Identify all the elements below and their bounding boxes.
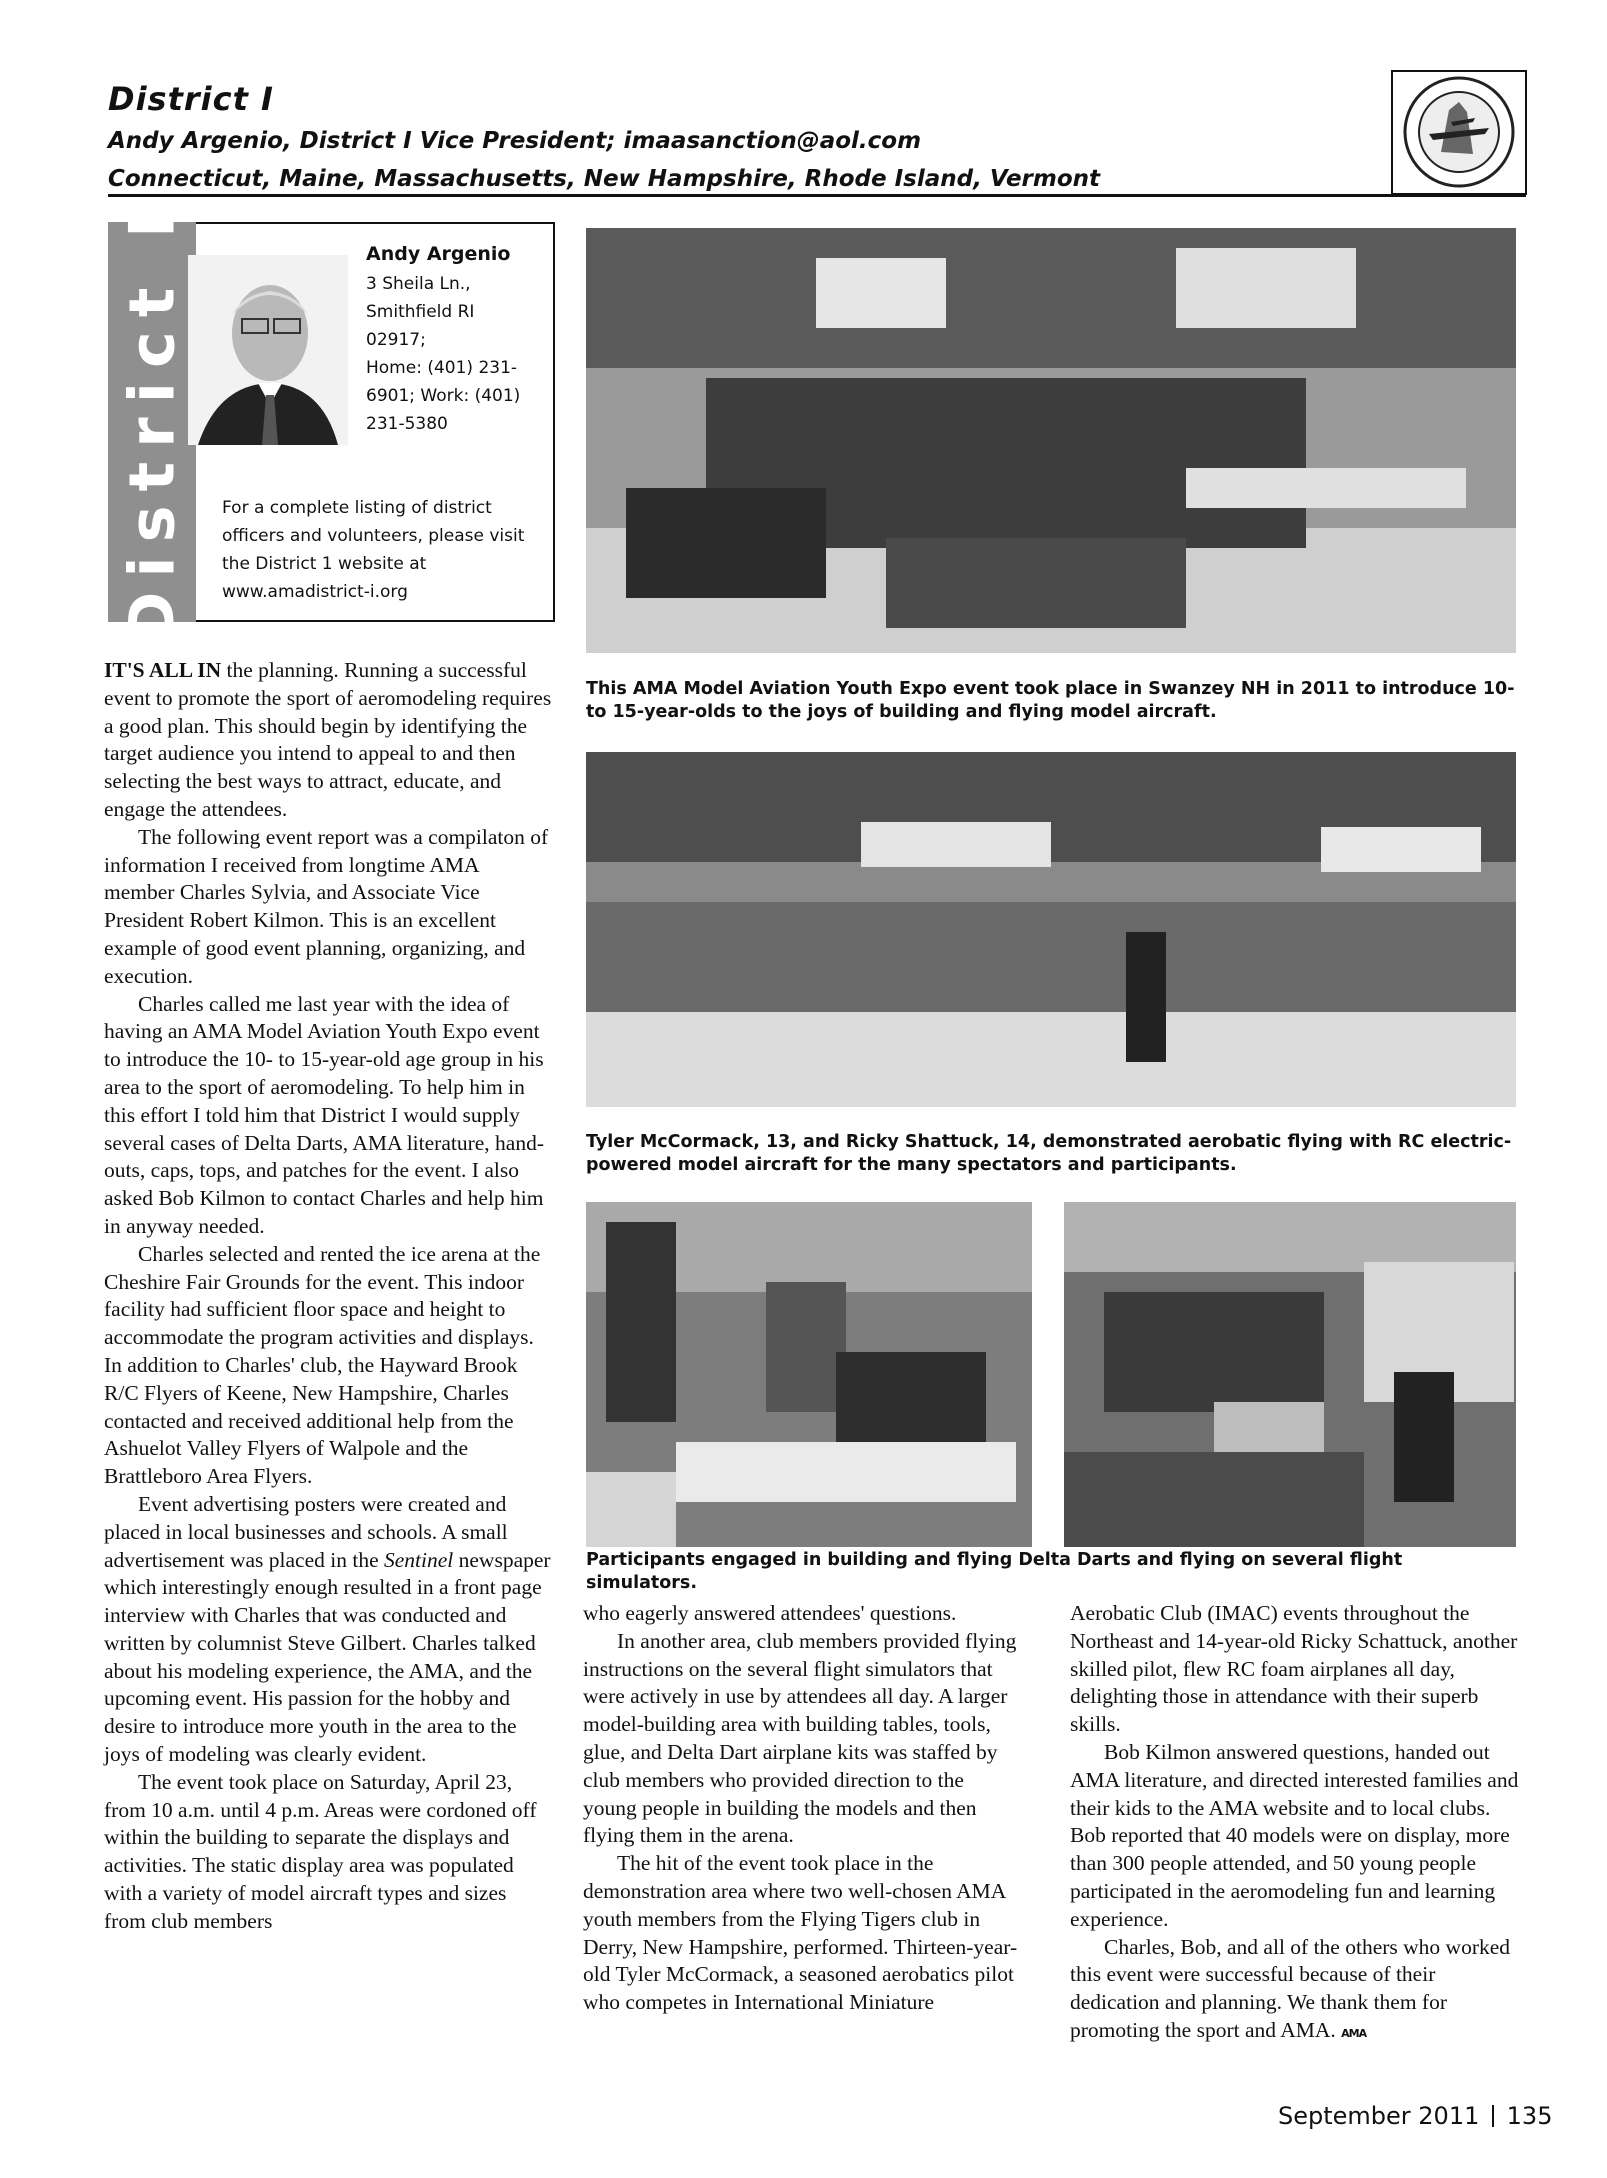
expo-hall-photo [586, 228, 1516, 653]
paragraph-text: Charles, Bob, and all of the others who worked this event were successful because of their dedication and planning. We thank them for promoting the sport and AMA. [1070, 1934, 1511, 2042]
contact-name: Andy Argenio [366, 243, 511, 265]
page-footer [1278, 2102, 1552, 2130]
photo2-caption: Tyler McCormack, 13, and Ricky Shattuck, 14, demonstrated aerobatic flying with RC electric-powered model aircraft for the many spectators and participants. [586, 1132, 1512, 1175]
page-title: District I [108, 80, 274, 118]
flying-demo-image [586, 752, 1516, 1107]
lead-in: IT'S ALL IN [104, 658, 222, 682]
ama-end-mark-icon: AMA [1341, 2026, 1367, 2040]
paragraph-text: newspaper which interestingly enough resulted in a front page interview with Charles that was conducted and written by columnist Steve Gilbert. Charles talked about his modeling experience, the AMA, and the upcoming event. His passion for the hobby and desire to introduce more youth in the area to the joys of modeling was clearly evident. [104, 1547, 551, 1767]
portrait-photo [188, 255, 348, 445]
flight-simulator-image [1064, 1202, 1516, 1547]
listing-note [222, 494, 552, 606]
building-table-photo [586, 1202, 1032, 1547]
newspaper-name: Sentinel [384, 1547, 454, 1572]
article-paragraph [104, 657, 552, 824]
listing-note-line: the District 1 website at [222, 554, 427, 574]
page-number: 135 [1506, 2102, 1553, 2130]
paragraph-text: Event advertising posters were created and placed in local businesses and schools. A small advertisement was placed in the [104, 1491, 508, 1572]
article-column-3 [1070, 1600, 1520, 2048]
article-paragraph [1070, 1934, 1520, 2048]
article-paragraph: In another area, club members provided flying instructions on the several flight simulators that were actively in use by attendees all day. A larger model-building area with building tables, tools, glue, and Delta Dart airplane kits was staffed by club members who provided direction to the young people in building the models and then flying them in the arena. [583, 1628, 1017, 1848]
byline: Andy Argenio, District I Vice President; imaasanction@aol.com [108, 128, 922, 154]
address-line: Smithfield RI [366, 302, 475, 322]
article-paragraph: Aerobatic Club (IMAC) events throughout the Northeast and 14-year-old Ricky Schattuck, another skilled pilot, flew RC foam airplanes all day, delighting those in attendance with their superb skills. [1070, 1601, 1518, 1737]
article-paragraph [104, 1491, 552, 1769]
listing-note-line: For a complete listing of district [222, 498, 492, 518]
address-line: Home: (401) 231- [366, 358, 518, 378]
address-line: 02917; [366, 330, 426, 350]
article-paragraph: The following event report was a compilaton of information I received from longtime AMA member Charles Sylvia, and Associate Vice President Robert Kilmon. This is an excellent example of good event planning, organizing, and execution. [104, 824, 549, 988]
article-column-2 [583, 1600, 1023, 2017]
expo-hall-image [586, 228, 1516, 653]
states-line: Connecticut, Maine, Massachusetts, New Hampshire, Rhode Island, Vermont [108, 166, 1101, 192]
listing-note-line: www.amadistrict-i.org [222, 582, 408, 602]
flying-demo-photo [586, 752, 1516, 1107]
article-paragraph: Charles called me last year with the idea of having an AMA Model Aviation Youth Expo event to introduce the 10- to 15-year-old age group in his area to the sport of aeromodeling. To help him in this effort I told him that District I would supply several cases of Delta Darts, AMA literature, hand-outs, caps, tops, and patches for the event. I also asked Bob Kilmon to contact Charles and help him in anyway needed. [104, 991, 544, 1238]
portrait-image [188, 255, 348, 445]
photos-caption: Participants engaged in building and flying Delta Darts and flying on several flight simulators. [586, 1550, 1403, 1593]
article-column-1 [104, 657, 552, 1936]
article-paragraph: Charles selected and rented the ice arena at the Cheshire Fair Grounds for the event. This indoor facility had sufficient floor space and height to accommodate the program activities and displays. In addition to Charles' club, the Hayward Brook R/C Flyers of Keene, New Hampshire, Charles contacted and received additional help from the Ashuelot Valley Flyers of Walpole and the Brattleboro Area Flyers. [104, 1241, 541, 1489]
article-paragraph: Bob Kilmon answered questions, handed out AMA literature, and directed interested families and their kids to the AMA website and to local clubs. Bob reported that 40 models were on display, more than 300 people attended, and 50 young people participated in the aeromodeling fun and learning experience. [1070, 1739, 1519, 1931]
building-table-image [586, 1202, 1032, 1547]
article-paragraph: who eagerly answered attendees' questions. [583, 1601, 957, 1625]
address-line: 3 Sheila Ln., [366, 274, 471, 294]
paragraph-text: the planning. Running a successful event to promote the sport of aeromodeling requires a good plan. This should begin by identifying the target audience you intend to appeal to and then selecting the best ways to attract, educate, and engage the attendees. [104, 658, 552, 821]
article-paragraph: The hit of the event took place in the demonstration area where two well-chosen AMA youth members from the Flying Tigers club in Derry, New Hampshire, performed. Thirteen-year-old Tyler McCormack, a seasoned aerobatics pilot who competes in International Miniature [583, 1851, 1018, 2015]
contact-address [366, 270, 551, 438]
district-tab [108, 200, 196, 644]
district-seal-logo [1391, 70, 1527, 195]
footer-divider [1492, 2105, 1494, 2127]
seal-icon [1393, 72, 1525, 193]
photo1-caption: This AMA Model Aviation Youth Expo event took place in Swanzey NH in 2011 to introduce 10- to 15-year-olds to the joys of building and flying model aircraft. [586, 679, 1515, 722]
district-tab-label: District I [115, 200, 189, 644]
address-line: 6901; Work: (401) [366, 386, 521, 406]
article-paragraph: The event took place on Saturday, April 23, from 10 a.m. until 4 p.m. Areas were cordoned off within the building to separate the displays and activities. The static display area was populated with a variety of model aircraft types and sizes from club members [104, 1769, 537, 1933]
header-rule [108, 194, 1526, 197]
issue-date: September 2011 [1278, 2102, 1480, 2130]
address-line: 231-5380 [366, 414, 448, 434]
flight-simulator-photo [1064, 1202, 1516, 1547]
listing-note-line: officers and volunteers, please visit [222, 526, 525, 546]
